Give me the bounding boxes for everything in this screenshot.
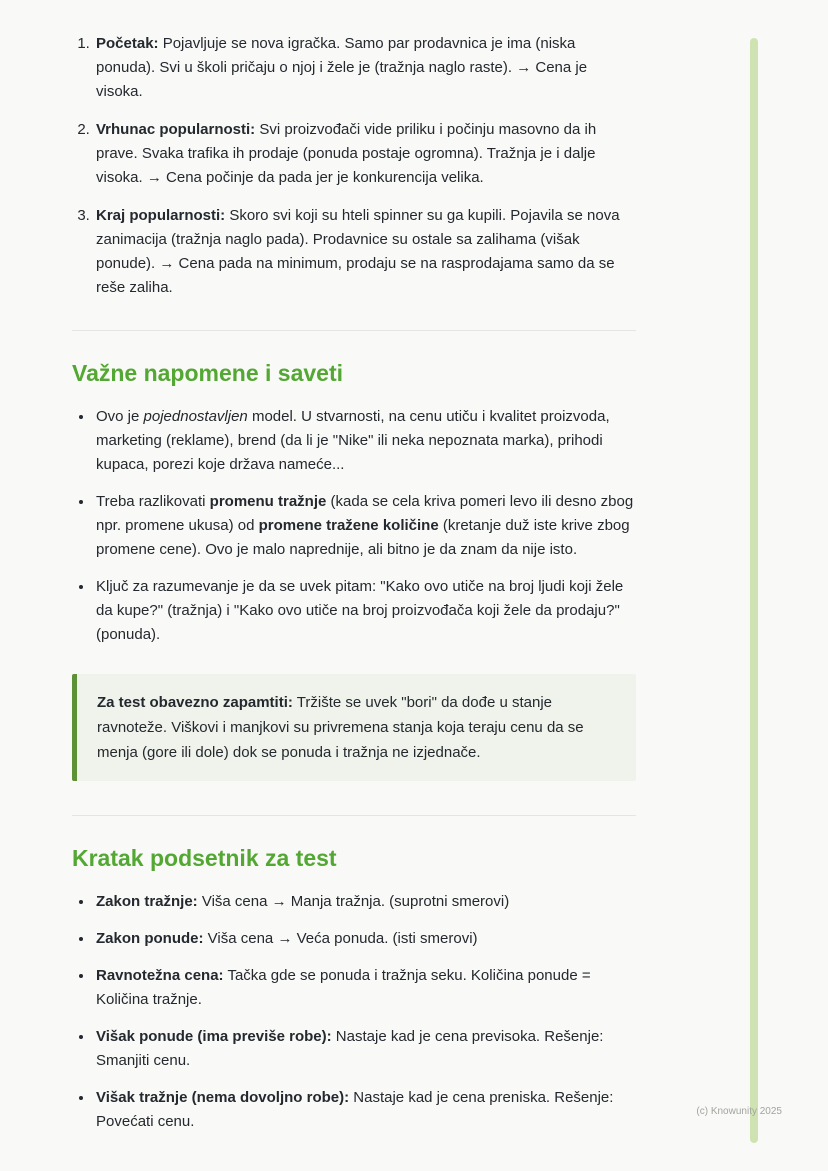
section-title-summary: Kratak podsetnik za test [72, 845, 337, 871]
bullet-list-item: • Ravnotežna cena: Tačka gde se ponuda i tražnja seku. Količina ponude = Količina tražnje. [94, 964, 636, 1012]
phases-numbered-list [72, 32, 636, 300]
section-divider [72, 330, 636, 331]
numbered-list-item: 3. Kraj popularnosti: Skoro svi koji su hteli spinner su ga kupili. Pojavila se nova zanimacija (tražnja naglo pada). Prodavnice su ostale sa zalihama (višak ponude). → Cena pada na minimum, prodaju se na rasprodajama samo da se reše zaliha. [94, 204, 636, 300]
section-title-notes: Važne napomene i saveti [72, 360, 344, 386]
summary-bullet-list [72, 890, 636, 1134]
numbered-list-item: 1. Početak: Pojavljuje se nova igračka. Samo par prodavnica je ima (niska ponuda). Svi u školi pričaju o njoj i žele je (tražnja naglo raste). → Cena je visoka. [94, 32, 636, 104]
bullet-list-item: • Zakon tražnje: Viša cena → Manja tražnja. (suprotni smerovi) [94, 890, 636, 914]
page-edge-accent-bar [750, 38, 758, 1143]
bullet-list-item: • Višak tražnje (nema dovoljno robe): Nastaje kad je cena preniska. Rešenje: Povećati cenu. [94, 1086, 636, 1134]
bullet-list-item: • Zakon ponude: Viša cena → Veća ponuda. (isti smerovi) [94, 927, 636, 951]
bullet-list-item: • Treba razlikovati promenu tražnje (kada se cela kriva pomeri levo ili desno zbog npr. promene ukusa) od promene tražene količine (kretanje duž iste krive zbog promene cene). Ovo je malo naprednije, ali bitno je da znam da nije isto. [94, 490, 636, 562]
bullet-list-item: • Ovo je pojednostavljen model. U stvarnosti, na cenu utiču i kvalitet proizvoda, marketing (reklame), brend (da li je "Nike" ili neka nepoznata marka), prihodi kupaca, porezi koje država nameće... [94, 405, 636, 477]
notes-bullet-list [72, 405, 636, 647]
bullet-list-item: • Ključ za razumevanje je da se uvek pitam: "Kako ovo utiče na broj ljudi koji žele da kupe?" (tražnja) i "Kako ovo utiče na broj proizvođača koji žele da prodaju?" (ponuda). [94, 575, 636, 647]
callout-box: Za test obavezno zapamtiti: Tržište se uvek "bori" da dođe u stanje ravnoteže. Viškovi i manjkovi su privremena stanja koja teraju cenu da se menja (gore ili dole) dok se ponuda i tražnja ne izjednače. [72, 674, 636, 781]
numbered-list-item: 2. Vrhunac popularnosti: Svi proizvođači vide priliku i počinju masovno da ih prave. Svaka trafika ih prodaje (ponuda postaje ogromna). Tražnja je i dalje visoka. → Cena počinje da pada jer je konkurencija velika. [94, 118, 636, 190]
section-divider [72, 815, 636, 816]
document-content [72, 32, 636, 1147]
watermark: (c) Knowunity 2025 [696, 1106, 782, 1117]
bullet-list-item: • Višak ponude (ima previše robe): Nastaje kad je cena previsoka. Rešenje: Smanjiti cenu. [94, 1025, 636, 1073]
